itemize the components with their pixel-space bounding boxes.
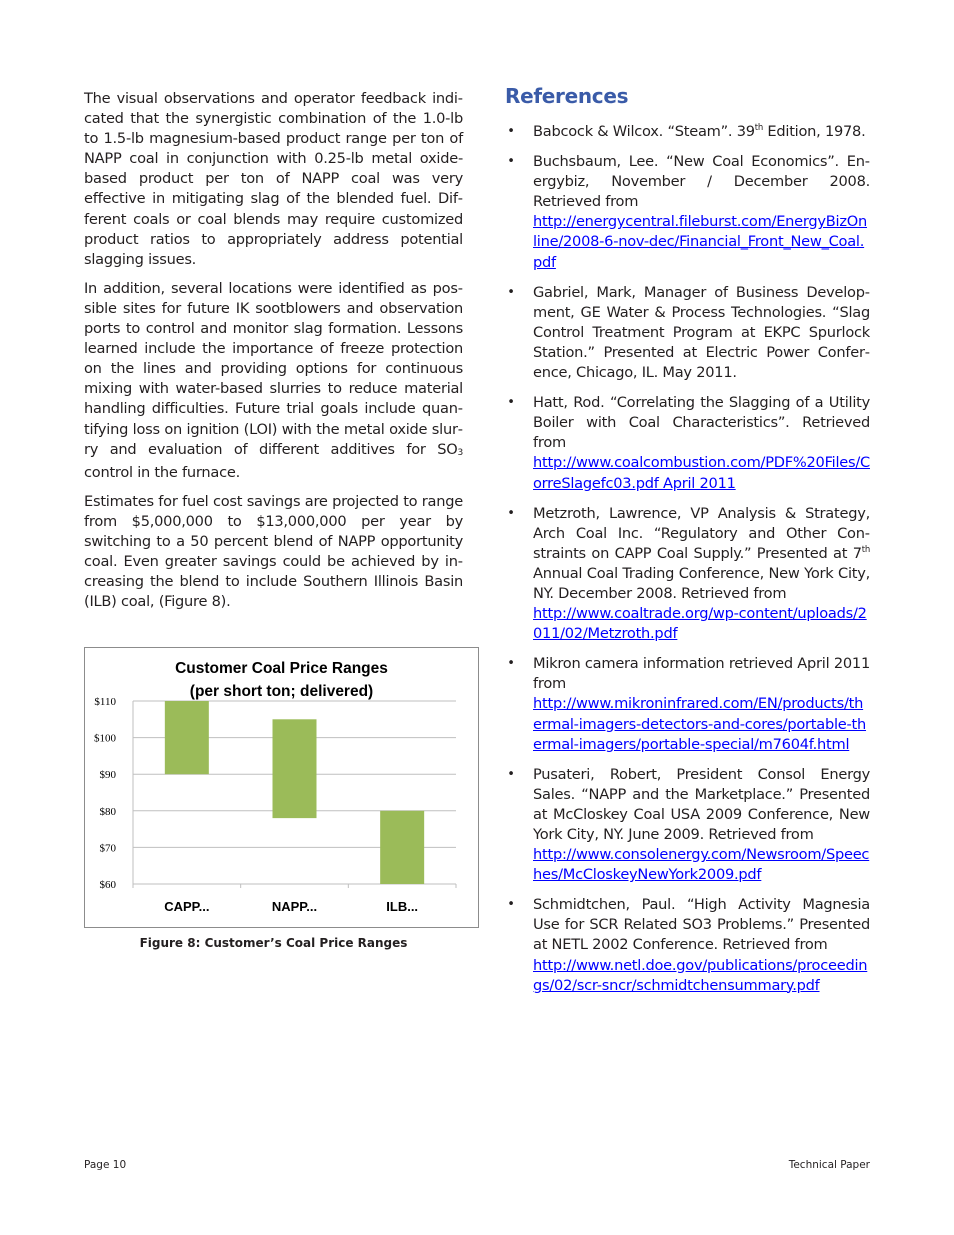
- y-tick-label: $110: [94, 696, 116, 708]
- body-paragraph-3: Estimates for fuel cost savings are projected to range from $5,000,000 to $13,000,000 per year by switching to a 50 percent blend of NAPP opportunity coal. Even greater savings could be achieved by increasing the blend to include Southern Illinois Basin (ILB) coal, (Figure 8).: [84, 492, 463, 611]
- reference-text: [533, 393, 870, 453]
- bullet-icon: •: [507, 284, 515, 300]
- bullet-icon: •: [507, 766, 515, 782]
- bullet-icon: •: [507, 897, 515, 913]
- reference-text: [533, 122, 870, 142]
- body-paragraph-2: [84, 279, 463, 483]
- reference-text-tail: Annual Coal Trading Conference, New York City, NY. December 2008. Retrieved from: [533, 564, 870, 602]
- reference-text: [533, 283, 870, 383]
- chart-title-line-2: (per short ton; delivered): [189, 683, 374, 700]
- y-tick-label: $100: [94, 732, 116, 745]
- y-tick-label: $70: [99, 842, 116, 855]
- reference-text-main: Metzroth, Lawrence, VP Analysis & Strategy, Arch Coal Inc. “Regulatory and Other Constraints on CAPP Coal Supply.” Presented at 7: [533, 504, 870, 562]
- body-paragraph-2-end: control in the furnace.: [84, 463, 240, 481]
- reference-item: [505, 654, 870, 754]
- price-range-bar: [273, 719, 317, 818]
- bullet-icon: •: [507, 395, 515, 411]
- chart-plot: [85, 648, 478, 927]
- left-column: [84, 89, 463, 621]
- reference-superscript: th: [754, 123, 764, 133]
- reference-text-main: Buchsbaum, Lee. “New Coal Economics”. Energybiz, November / December 2008. Retrieved from: [533, 153, 870, 211]
- references-column: [505, 84, 870, 1006]
- reference-text: [533, 765, 870, 845]
- figure-caption: Figure 8: Customer’s Coal Price Ranges: [139, 936, 408, 950]
- y-tick-label: $80: [99, 805, 116, 818]
- price-range-bar: [165, 701, 209, 774]
- reference-text-main: Mikron camera information retrieved April 2011 from: [533, 655, 870, 693]
- reference-text: [533, 895, 870, 955]
- bullet-icon: •: [507, 656, 515, 672]
- reference-link[interactable]: http://www.mikroninfrared.com/EN/products/thermal-imagers-detectors-and-cores/portable-thermal-imagers/portable-special/m7604f.html: [533, 695, 867, 753]
- x-category-label: ILB...: [386, 899, 419, 914]
- body-paragraph-2-text: In addition, several locations were identified as possible sites for future IK sootblowers and observation ports to control and monitor slag formation. Lessons learned include the importance of freeze protection on the lines and providing options for continuous mixing with water-based slurries to reduce material handling difficulties. Future trial goals include quantifying loss on ignition (LOI) with the metal oxide slurry and evaluation of different additives for SO: [84, 279, 463, 458]
- reference-link[interactable]: http://energycentral.fileburst.com/EnergyBizOnline/2008-6-nov-dec/Financial_Front_New_Coal.pdf: [533, 213, 868, 271]
- reference-superscript: th: [861, 544, 870, 555]
- reference-text-main: Schmidtchen, Paul. “High Activity Magnesia Use for SCR Related SO3 Problems.” Presented at NETL 2002 Conference. Retrieved from: [533, 896, 870, 954]
- references-heading: References: [505, 84, 629, 108]
- reference-item: [505, 393, 870, 493]
- y-tick-label: $60: [99, 879, 116, 891]
- reference-text: [533, 654, 870, 694]
- coal-price-chart: [84, 647, 479, 928]
- reference-text-main: Hatt, Rod. “Correlating the Slagging of a Utility Boiler with Coal Characteristics”. Retrieved from: [533, 394, 870, 452]
- y-tick-label: $90: [99, 769, 116, 782]
- reference-item: [505, 765, 870, 886]
- reference-text-main: Pusateri, Robert, President Consol Energy Sales. “NAPP and the Marketplace.” Presented at McCloskey Coal USA 2009 Conference, New York City, NY. June 2009. Retrieved from: [533, 765, 870, 843]
- reference-text-tail: Edition, 1978.: [763, 123, 866, 140]
- reference-link[interactable]: http://www.netl.doe.gov/publications/proceedings/02/scr-sncr/schmidtchensummary.pdf: [533, 956, 868, 994]
- reference-text-main: Babcock & Wilcox. “Steam”. 39: [533, 123, 755, 140]
- chart-title-line-1: Customer Coal Price Ranges: [175, 660, 388, 677]
- footer-label: Technical Paper: [788, 1159, 870, 1171]
- reference-link[interactable]: http://www.consolenergy.com/Newsroom/Speeches/McCloskeyNewYork2009.pdf: [533, 846, 870, 884]
- reference-text: [533, 504, 870, 604]
- reference-item: [505, 122, 870, 142]
- reference-item: [505, 283, 870, 383]
- reference-link[interactable]: http://www.coalcombustion.com/PDF%20Files/CorreSlagefc03.pdf April 2011: [533, 454, 870, 492]
- reference-text-main: Gabriel, Mark, Manager of Business Development, GE Water & Process Technologies. “Slag Control Treatment Program at EKPC Spurlock Station.” Presented at Electric Power Conference, Chicago, IL. May 2011.: [533, 283, 870, 382]
- bullet-icon: •: [507, 505, 515, 521]
- bullet-icon: •: [507, 124, 515, 139]
- reference-item: [505, 895, 870, 995]
- x-category-label: CAPP...: [164, 899, 210, 914]
- bullet-icon: •: [507, 154, 515, 170]
- x-category-label: NAPP...: [271, 899, 318, 914]
- reference-item: [505, 504, 870, 645]
- reference-text: [533, 152, 870, 212]
- reference-item: [505, 152, 870, 273]
- reference-link[interactable]: http://www.coaltrade.org/wp-content/uploads/2011/02/Metzroth.pdf: [533, 605, 867, 643]
- footer-page-number: Page 10: [84, 1159, 127, 1171]
- price-range-bar: [380, 811, 424, 884]
- so3-subscript: 3: [457, 447, 463, 458]
- body-paragraph-1: The visual observations and operator feedback indicated that the synergistic combination of the 1.0-lb to 1.5-lb magnesium-based product range per ton of NAPP coal in conjunction with 0.25-lb metal oxide-based product per ton of NAPP coal was very effective in mitigating slag of the blended fuel. Different coals or coal blends may require customized product ratios to appropriately address potential slagging issues.: [84, 90, 463, 268]
- references-list: [505, 122, 870, 996]
